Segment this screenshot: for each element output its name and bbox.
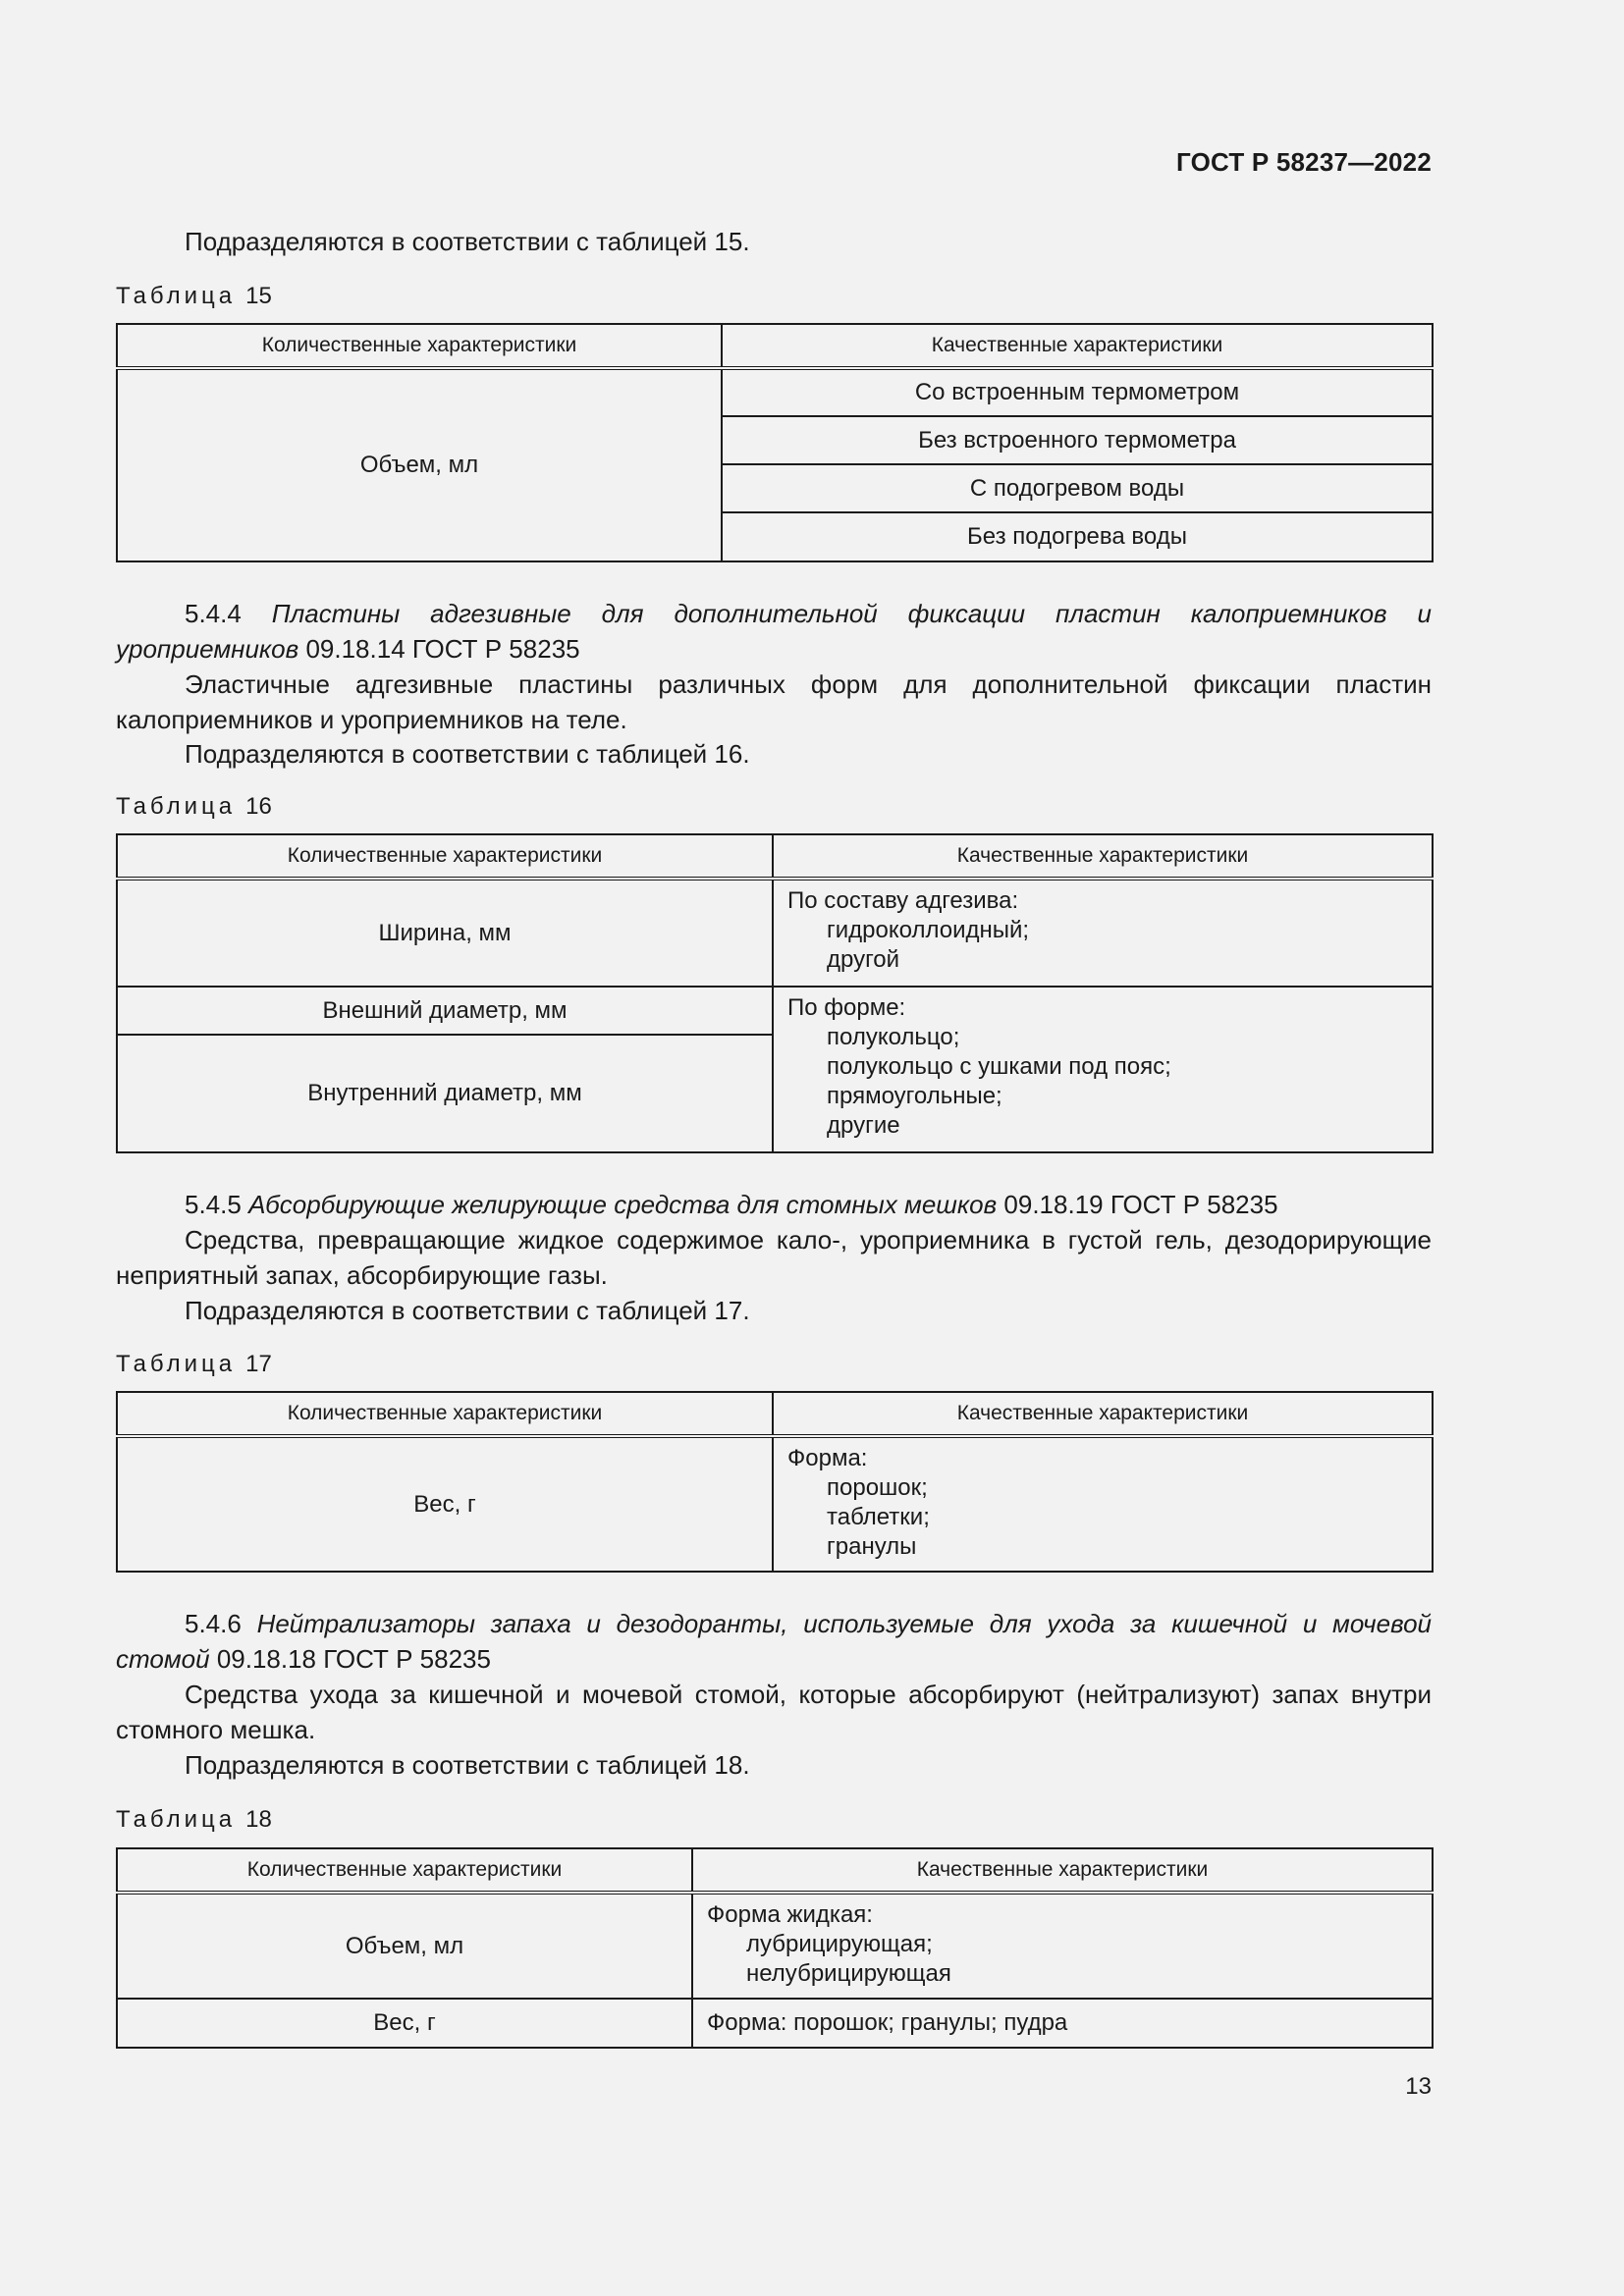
- section-number: 5.4.5: [185, 1190, 242, 1219]
- list-item: лубрицирующая;: [746, 1931, 933, 1957]
- table-15-caption: [116, 283, 272, 310]
- table-cell-quantitative: Вес, г: [117, 1999, 692, 2048]
- section-5-4-5-subdivision: Подразделяются в соответствии с таблицей 17.: [185, 1296, 750, 1325]
- section-number: 5.4.6: [185, 1609, 242, 1638]
- table-16: [116, 833, 1434, 1153]
- section-5-4-5-description: Средства, превращающие жидкое содержимое кало-, уроприемника в густой гель, дезодорирующие неприятный запах, абсорбирующие газы.: [116, 1225, 1432, 1290]
- table-cell-quantitative: Внутренний диаметр, мм: [117, 1035, 773, 1152]
- list-item: полукольцо с ушками под пояс;: [827, 1053, 1171, 1080]
- section-reference: 09.18.18 ГОСТ Р 58235: [216, 1644, 491, 1674]
- table-17-caption: [116, 1351, 272, 1378]
- column-header-quantitative: Количественные характеристики: [117, 1848, 692, 1893]
- table-cell-qualitative: Без встроенного термометра: [722, 416, 1433, 464]
- table-15: [116, 323, 1434, 562]
- table-cell-qualitative: [773, 987, 1433, 1152]
- table-16-caption: [116, 793, 272, 821]
- section-5-4-6-description: Средства ухода за кишечной и мочевой стомой, которые абсорбируют (нейтрализуют) запах внутри стомного мешка.: [116, 1680, 1432, 1744]
- column-header-quantitative: Количественные характеристики: [117, 1392, 773, 1436]
- standard-header: ГОСТ Р 58237—2022: [1176, 147, 1432, 177]
- column-header-qualitative: Качественные характеристики: [692, 1848, 1433, 1893]
- table-cell-qualitative: [773, 1436, 1433, 1572]
- table-cell-qualitative: Форма: порошок; гранулы; пудра: [692, 1999, 1433, 2048]
- list-title: По форме:: [787, 994, 906, 1021]
- page-number: 13: [1405, 2073, 1432, 2100]
- table-cell-quantitative: Ширина, мм: [117, 879, 773, 987]
- list-item: прямоугольные;: [827, 1083, 1002, 1109]
- caption-word: Таблица: [116, 1806, 237, 1833]
- list-item: другой: [827, 946, 900, 973]
- table-cell-qualitative: Со встроенным термометром: [722, 368, 1433, 416]
- caption-number: 18: [245, 1806, 272, 1833]
- section-reference: 09.18.19 ГОСТ Р 58235: [1003, 1190, 1278, 1219]
- caption-number: 15: [245, 283, 272, 309]
- table-17: [116, 1391, 1434, 1573]
- section-title: Абсорбирующие желирующие средства для стомных мешков: [248, 1190, 998, 1219]
- table-cell-quantitative: Объем, мл: [117, 1893, 692, 1999]
- table-cell-qualitative: [773, 879, 1433, 987]
- list-item: гранулы: [827, 1533, 917, 1560]
- list-item: таблетки;: [827, 1504, 930, 1530]
- table-18: [116, 1847, 1434, 2049]
- intro-paragraph: Подразделяются в соответствии с таблицей 15.: [185, 227, 750, 256]
- table-18-caption: [116, 1806, 272, 1834]
- list-item: нелубрицирующая: [746, 1960, 951, 1987]
- section-title: Пластины адгезивные для дополнительной фиксации пластин калоприемников и уроприемников: [116, 599, 1432, 664]
- column-header-quantitative: Количественные характеристики: [117, 324, 722, 368]
- table-cell-quantitative: Внешний диаметр, мм: [117, 987, 773, 1035]
- section-5-4-6-subdivision: Подразделяются в соответствии с таблицей 18.: [185, 1750, 750, 1780]
- section-title: Нейтрализаторы запаха и дезодоранты, используемые для ухода за кишечной и мочевой стомой: [116, 1609, 1432, 1674]
- table-cell-quantitative: Объем, мл: [117, 368, 722, 561]
- caption-word: Таблица: [116, 793, 237, 820]
- table-cell-qualitative: Без подогрева воды: [722, 512, 1433, 561]
- list-title: По составу адгезива:: [787, 887, 1019, 914]
- section-5-4-4-subdivision: Подразделяются в соответствии с таблицей 16.: [185, 739, 750, 769]
- table-cell-qualitative: [692, 1893, 1433, 1999]
- section-5-4-5-heading: [116, 1187, 1432, 1222]
- table-cell-quantitative: Вес, г: [117, 1436, 773, 1572]
- list-item: другие: [827, 1112, 900, 1139]
- column-header-quantitative: Количественные характеристики: [117, 834, 773, 879]
- table-cell-qualitative: С подогревом воды: [722, 464, 1433, 512]
- list-title: Форма:: [787, 1445, 868, 1471]
- list-item: гидроколлоидный;: [827, 917, 1030, 943]
- caption-number: 16: [245, 793, 272, 820]
- section-number: 5.4.4: [185, 599, 242, 628]
- column-header-qualitative: Качественные характеристики: [773, 834, 1433, 879]
- section-5-4-6-heading: [116, 1606, 1432, 1677]
- section-5-4-4-heading: [116, 596, 1432, 667]
- list-title: Форма жидкая:: [707, 1901, 873, 1928]
- caption-word: Таблица: [116, 283, 237, 309]
- list-item: порошок;: [827, 1474, 928, 1501]
- list-item: полукольцо;: [827, 1024, 960, 1050]
- caption-word: Таблица: [116, 1351, 237, 1377]
- caption-number: 17: [245, 1351, 272, 1377]
- section-5-4-4-description: Эластичные адгезивные пластины различных форм для дополнительной фиксации пластин калоприемников и уроприемников на теле.: [116, 669, 1432, 734]
- section-reference: 09.18.14 ГОСТ Р 58235: [305, 634, 580, 664]
- column-header-qualitative: Качественные характеристики: [722, 324, 1433, 368]
- column-header-qualitative: Качественные характеристики: [773, 1392, 1433, 1436]
